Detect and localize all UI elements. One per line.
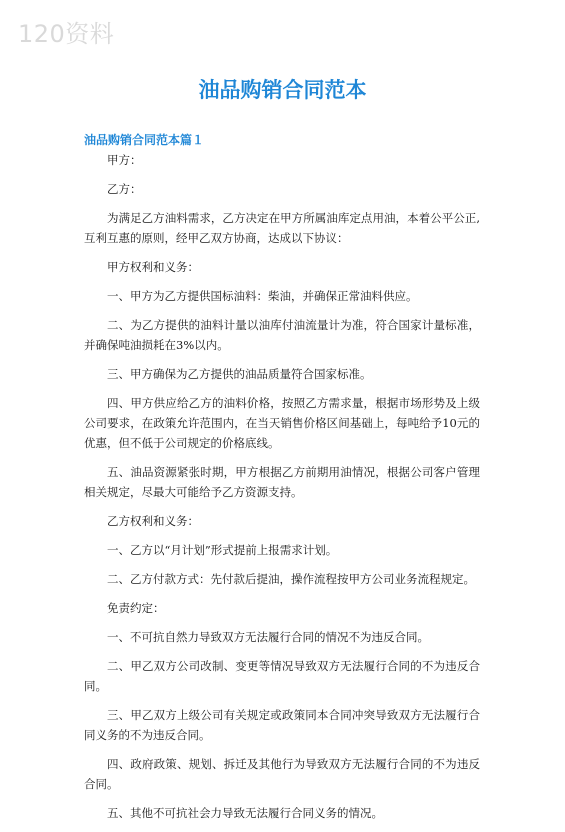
exemption-clause-5: 五、其他不可抗社会力导致无法履行合同义务的情况。 bbox=[107, 806, 383, 820]
exemption-clause-4: 四、政府政策、规划、拆迁及其他行为导致双方无法履行合同的不为违反合同。 bbox=[84, 757, 480, 791]
party-a-line: 甲方： bbox=[107, 153, 142, 167]
preamble-paragraph: 为满足乙方油料需求，乙方决定在甲方所属油库定点用油，本着公平公正,互利互惠的原则，经甲乙双方协商，达成以下协议： bbox=[84, 211, 480, 245]
exemption-clause-3: 三、甲乙双方上级公司有关规定或政策同本合同冲突导致双方无法履行合同义务的不为违反合同。 bbox=[84, 708, 480, 742]
party-a-clause-2: 二、为乙方提供的油料计量以油库付油流量计为准，符合国家计量标准，并确保吨油损耗在3%以内。 bbox=[84, 318, 480, 352]
document-title: 油品购销合同范本 bbox=[198, 78, 367, 102]
party-a-obligations-heading: 甲方权利和义务： bbox=[107, 260, 199, 274]
party-b-clause-1: 一、乙方以“月计划”形式提前上报需求计划。 bbox=[107, 543, 338, 557]
document-body bbox=[84, 150, 480, 832]
party-a-clause-5: 五、油品资源紧张时期，甲方根据乙方前期用油情况，根据公司客户管理相关规定，尽最大可能给予乙方资源支持。 bbox=[84, 465, 480, 499]
section-heading: 油品购销合同范本篇１ bbox=[84, 133, 205, 147]
party-a-clause-3: 三、甲方确保为乙方提供的油品质量符合国家标准。 bbox=[107, 367, 372, 381]
exemption-clause-1: 一、不可抗自然力导致双方无法履行合同的情况不为违反合同。 bbox=[107, 630, 429, 644]
exemption-clause-2: 二、甲乙双方公司改制、变更等情况导致双方无法履行合同的不为违反合同。 bbox=[84, 659, 480, 693]
watermark-logo: 120资料 bbox=[18, 20, 115, 48]
party-b-obligations-heading: 乙方权利和义务： bbox=[107, 514, 199, 528]
party-b-clause-2: 二、乙方付款方式：先付款后提油，操作流程按甲方公司业务流程规定。 bbox=[107, 572, 475, 586]
exemption-heading: 免责约定： bbox=[107, 601, 165, 615]
party-a-clause-4: 四、甲方供应给乙方的油料价格，按照乙方需求量，根据市场形势及上级公司要求，在政策允许范围内，在当天销售价格区间基础上，每吨给予10元的优惠，但不低于公司规定的价格底线。 bbox=[84, 396, 480, 450]
party-b-line: 乙方： bbox=[107, 182, 142, 196]
party-a-clause-1: 一、甲方为乙方提供国标油料：柴油，并确保正常油料供应。 bbox=[107, 289, 418, 303]
